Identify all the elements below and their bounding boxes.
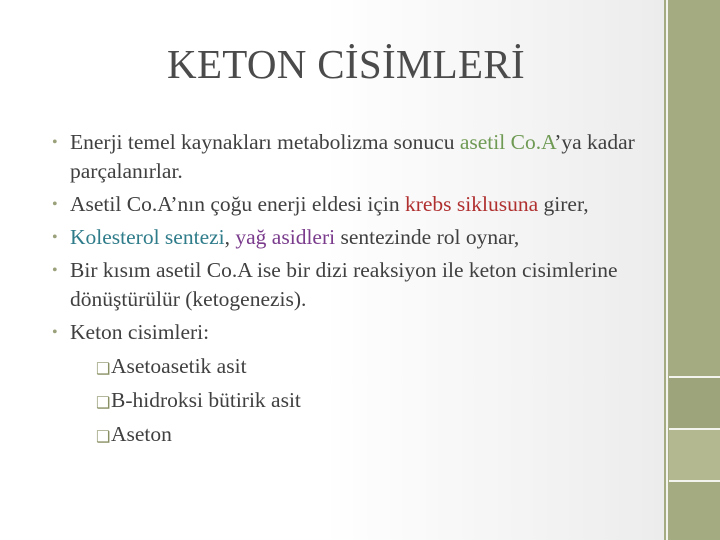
highlight-fatty-acids: yağ asidleri bbox=[235, 225, 336, 249]
checkbox-square-icon: ❑ bbox=[96, 361, 111, 378]
bullet-text: Keton cisimleri: bbox=[70, 320, 210, 344]
slide-title: KETON CİSİMLERİ bbox=[167, 41, 525, 87]
bullet-item bbox=[52, 128, 652, 186]
bullet-text: , bbox=[224, 225, 236, 249]
bullet-dot-icon: • bbox=[52, 229, 58, 246]
bullet-text: ’ya kadar parçalanırlar. bbox=[70, 130, 635, 183]
bullet-dot-icon: • bbox=[52, 196, 58, 213]
bullet-text: sentezinde rol oynar, bbox=[335, 225, 520, 249]
bullet-text: girer, bbox=[538, 192, 589, 216]
bullet-dot-icon: • bbox=[52, 134, 58, 151]
highlight-krebs-cycle: krebs siklusuna bbox=[404, 192, 539, 216]
bullet-list bbox=[52, 128, 652, 449]
sub-list-item bbox=[52, 420, 652, 449]
checkbox-square-icon: ❑ bbox=[96, 395, 111, 412]
sub-list-item bbox=[52, 352, 652, 381]
bullet-text: Enerji temel kaynakları metabolizma sonucu bbox=[70, 130, 460, 154]
bullet-item bbox=[52, 256, 652, 314]
highlight-acetyl-coa: asetil Co.A bbox=[459, 130, 555, 154]
sub-item-label: Asetoasetik asit bbox=[111, 354, 247, 378]
sub-item-label: Aseton bbox=[111, 422, 172, 446]
sub-list-item bbox=[52, 386, 652, 415]
sub-item-label: B-hidroksi bütirik asit bbox=[111, 388, 301, 412]
bullet-dot-icon: • bbox=[52, 262, 58, 279]
bullet-item bbox=[52, 318, 652, 347]
bullet-item bbox=[52, 190, 652, 219]
bullet-item bbox=[52, 223, 652, 252]
checkbox-square-icon: ❑ bbox=[96, 429, 111, 446]
bullet-text: Bir kısım asetil Co.A ise bir dizi reaksiyon ile keton cisimlerine dönüştürülür (ketogenezis). bbox=[70, 258, 618, 311]
bullet-text: Asetil Co.A’nın çoğu enerji eldesi için bbox=[70, 192, 405, 216]
sidebar-block bbox=[669, 430, 720, 480]
highlight-cholesterol: Kolesterol sentezi bbox=[70, 225, 225, 249]
bullet-dot-icon: • bbox=[52, 324, 58, 341]
sidebar-block bbox=[669, 482, 720, 540]
sidebar-block bbox=[669, 378, 720, 428]
sidebar-divider bbox=[666, 0, 668, 540]
